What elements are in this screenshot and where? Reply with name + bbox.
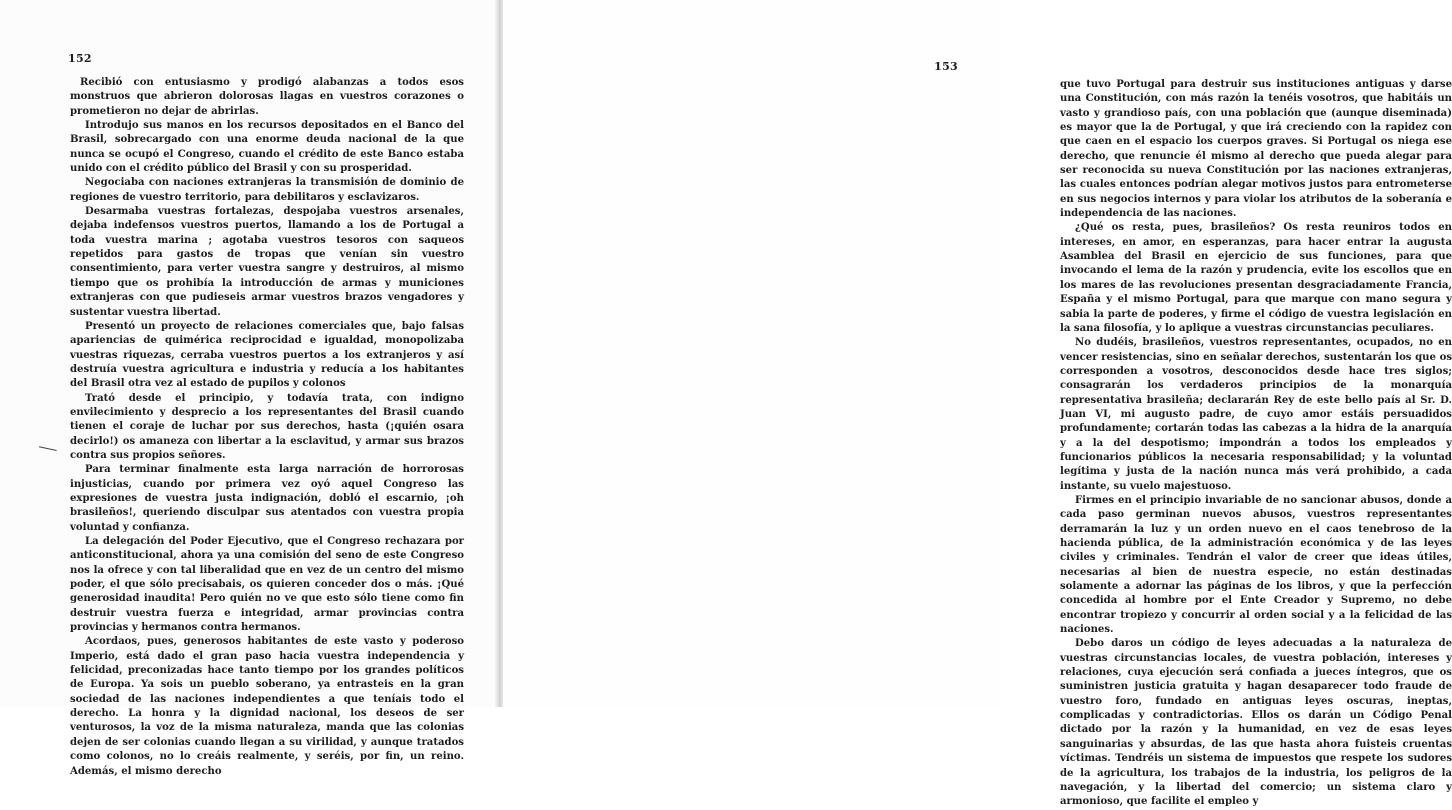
paragraph: Introdujo sus manos en los recursos depositados en el Banco del Brasil, sobrecargado con una enorme deuda nacional de la que nunca se ocupó el Congreso, cuando el crédito de este Banco estaba unido con el crédito público del Brasil y con su prosperidad. [70, 120, 464, 175]
paragraph: Acordaos, pues, generosos habitantes de este vasto y poderoso Imperio, está dado el gran paso hacia vuestra independencia y felicidad, preconizadas hace tanto tiempo por los grandes políticos de Europa. Ya sois un pueblo soberano, ya entrasteis en la gran sociedad de las naciones independientes a que teníais todo el derecho. La honra y la dignidad nacional, los deseos de ser venturosos, la voz de la misma naturaleza, manda que las colonias dejen de ser colonias cuando llegan a su virilidad, y aunque tratados como colonos, no lo creáis realmente, y seréis, por fin, un reino. Además, el mismo derecho [70, 636, 464, 777]
paragraph: ¿Qué os resta, pues, brasileños? Os resta reuniros todos en intereses, en amor, en esperanzas, para hacer entrar la augusta Asamblea del Brasil en ejercicio de sus funciones, para que invocando el lema de la razón y prudencia, evite los escollos que en los mares de las revoluciones presentan desgraciadamente Francia, España y el mismo Portugal, para que marque con mano segura y sabia la parte de poderes, y firme el código de vuestra legislación en la sana filosofía, y lo aplique a vuestras circunstancias peculiares. [1060, 222, 1452, 334]
paragraph: Firmes en el principio invariable de no sancionar abusos, donde a cada paso germinan nuevos abusos, vuestros representantes derramarán la luz y un orden nuevo en el caos tenebroso de la hacienda pública, de la administración económica y de las leyes civiles y criminales. Tendrán el valor de creer que ideas útiles, necesarias al bien de nuestra especie, no están destinadas solamente a adornar las páginas de los libros, y que la perfección concedida al hombre por el Ente Creador y Supremo, no debe encontrar tropiezo y concurrir al orden social y a la felicidad de las naciones. [1060, 494, 1452, 636]
paragraph: que tuvo Portugal para destruir sus instituciones antiguas y darse una Constitución, con más razón la tenéis vosotros, que habitáis un vasto y grandioso país, con una población que (aunque diseminada) es mayor que la de Portugal, y que irá creciendo con la rapidez con que caen en el espacio los cuerpos graves. Si Portugal os niega ese derecho, que renuncie él mismo al derecho que pueda alegar para ser reconocida su nueva Constitución por las naciones extranjeras, las cuales entonces podrían alegar motivos justos para entrometerse en sus negocios internos y para violar los atributos de la soberanía e independencia de las naciones. [1060, 79, 1452, 220]
paragraph: Trató desde el principio, y todavía trata, con indigno envilecimiento y desprecio a los representantes del Brasil cuando tienen el coraje de luchar por sus derechos, hasta (¡quién osara decirlo!) os amaneza con libertar a la esclavitud, y armar sus brazos contra sus propios señores. [70, 392, 464, 461]
left-page [0, 0, 497, 777]
left-page-body [70, 76, 464, 779]
paragraph: No dudéis, brasileños, vuestros representantes, ocupados, no en vencer resistencias, sino en señalar derechos, sustentarán los que os corresponden a vosotros, desconocidos desde hace tres siglos; consagrarán los verdaderos principios de la monarquía representativa brasileña; declararán Rey de este bello país al Sr. D. Juan VI, mi augusto padre, de cuyo amor estáis persuadidos profundamente; cortarán todas las cabezas a la hidra de la anarquía y a la del despotismo; impondrán a todos los empleados y funcionarios públicos la necesaria responsabilidad; y la voluntad legítima y justa de la nación nunca más verá prohibido, a cada instante, su vuelo majestuoso. [1060, 337, 1452, 492]
paragraph: Presentó un proyecto de relaciones comerciales que, bajo falsas apariencias de quimérica reciprocidad e igualdad, monopolizaba vuestras riquezas, cerraba vuestros puertos a los extranjeros y así destruía vuestra agricultura e industria y reducía a los habitantes del Brasil otra vez al estado de pupilos y colonos [70, 320, 464, 390]
right-page [503, 0, 1452, 808]
paragraph: Para terminar finalmente esta larga narración de horrorosas injusticias, cuando por primera vez oyó aquel Congreso las expresiones de vuestra justa indignación, dobló el escarnio, ¡oh brasileños!, queriendo disculpar sus atentados con vuestra propia voluntad y confianza. [70, 464, 464, 533]
paragraph: Recibió con entusiasmo y prodigó alabanzas a todos esos monstruos que abrieron dolorosas llagas en vuestros corazones o prometieron no dejar de abrirlas. [70, 77, 464, 117]
right-page-body [1060, 78, 1452, 810]
page-number: 152 [68, 52, 92, 65]
paragraph: Debo daros un código de leyes adecuadas a la naturaleza de vuestras circunstancias locales, de vuestra población, intereses y relaciones, cuya ejecución será confiada a jueces íntegros, que os suministren justicia gratuita y hagan desaparecer todo fraude de vuestro foro, fundado en antiguas leyes oscuras, ineptas, complicadas y contradictorias. Ellos os darán un Código Penal dictado por la razón y la humanidad, en vez de esas leyes sanguinarias y absurdas, de las que hasta ahora fuisteis cruentas víctimas. Tendréis un sistema de impuestos que respete los sudores de la agricultura, los trabajos de la industria, los peligros de la navegación, y la libertad del comercio; un sistema claro y armonioso, que facilite el empleo y [1060, 638, 1452, 808]
paragraph: La delegación del Poder Ejecutivo, que el Congreso rechazara por anticonstitucional, ahora ya una comisión del seno de este Congreso nos la ofrece y con tal liberalidad que en vez de un centro del mismo poder, el que sólo precisabais, os quieren conceder dos o más. ¡Qué generosidad inaudita! Pero quién no ve que esto sólo tiene como fin destruir vuestra fuerza e integridad, armar provincias contra provincias y hermanos contra hermanos. [70, 536, 464, 634]
paragraph: Negociaba con naciones extranjeras la transmisión de dominio de regiones de vuestro territorio, para debilitaros y esclavizaros. [70, 177, 464, 203]
paragraph: Desarmaba vuestras fortalezas, despojaba vuestros arsenales, dejaba indefensos vuestros puertos, llamando a los de Portugal a toda vuestra marina ; agotaba vuestros tesoros con saqueos repetidos para gastos de tropas que venían sin vuestro consentimiento, para verter vuestra sangre y destruiros, al mismo tiempo que os prohibía la introducción de armas y municiones extranjeras con que pudieseis armar vuestros brazos vengadores y sustentar vuestra libertad. [70, 206, 464, 318]
page-number: 153 [934, 60, 958, 73]
margin-pencil-mark [37, 446, 56, 459]
